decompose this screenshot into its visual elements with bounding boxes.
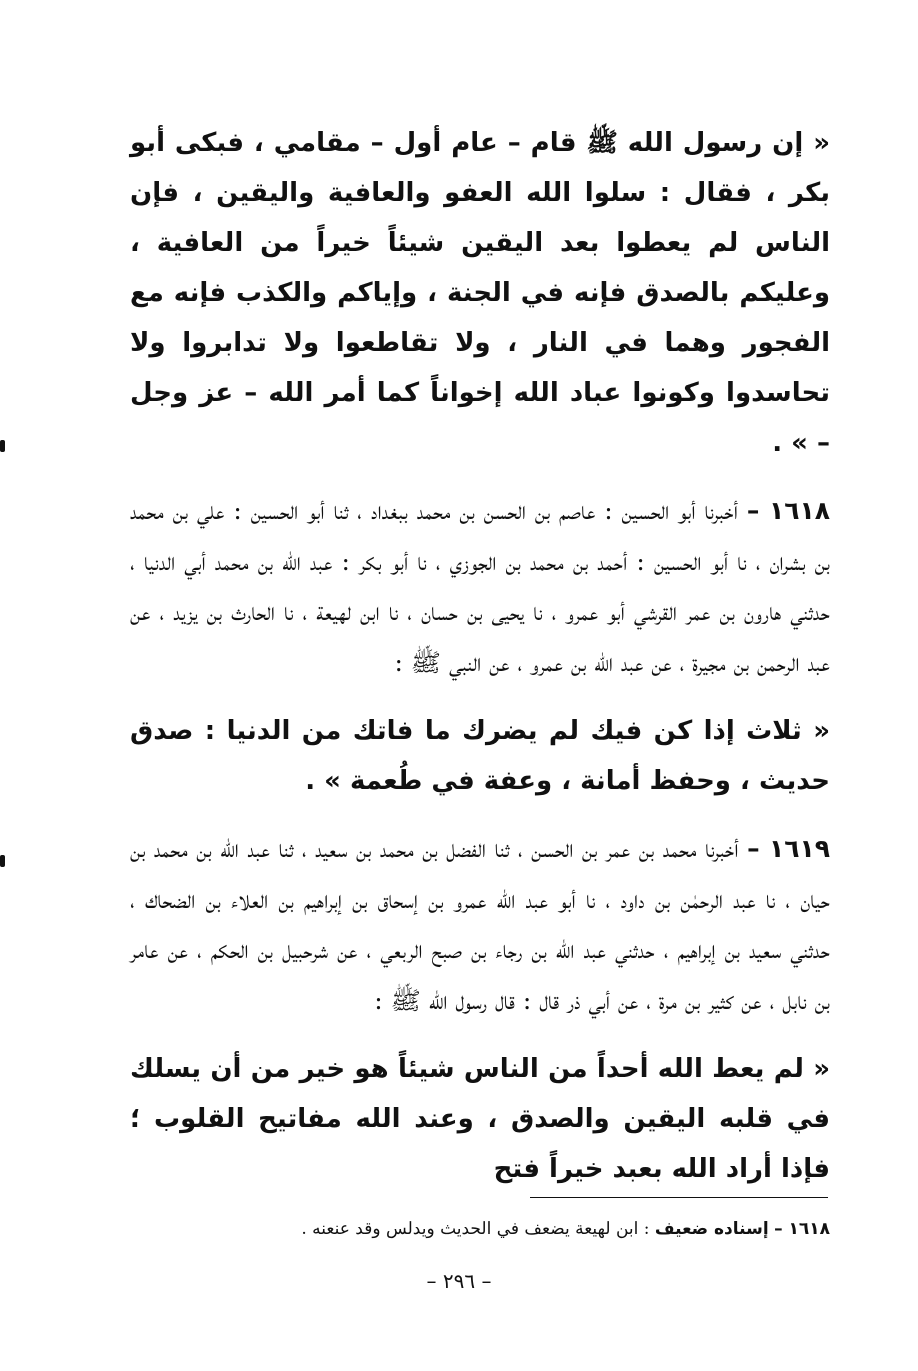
spacer xyxy=(130,806,830,824)
margin-mark xyxy=(0,855,5,867)
footnote-divider xyxy=(530,1197,828,1198)
hadith-1618 xyxy=(130,486,830,688)
hadith-matn-1618: « ثلاث إذا كن فيك لم يضرك ما فاتك من الدنيا : صدق حديث ، وحفظ أمانة ، وعفة في طُعمة » . xyxy=(130,716,830,796)
hadith-number-1618: ١٦١٨ – xyxy=(746,496,830,525)
page-number: – ٢٩٦ – xyxy=(426,1269,492,1293)
margin-mark xyxy=(0,440,5,452)
hadith-number-1619: ١٦١٩ – xyxy=(747,834,830,863)
hadith-isnad-1619: أخبرنا محمد بن عمر بن الحسن ، ثنا الفضل بن محمد بن سعيد ، ثنا عبد الله بن محمد بن حيان ، نا عبد الرحمٰن بن داود ، نا أبو عبد الله عمرو بن إسحاق بن إبراهيم بن العلاء بن الضحاك ، حدثني سعيد بن إبراهيم ، حدثني عبد الله بن رجاء بن صبح الربعي ، عن شرحبيل بن الحكم ، عن عامر بن نابل ، عن كثير بن مرة ، عن أبي ذر قال : قال رسول الله ﷺ : xyxy=(130,834,830,1015)
spacer xyxy=(130,468,830,486)
hadith-isnad-1618: أخبرنا أبو الحسين : عاصم بن الحسن بن محمد ببغداد ، ثنا أبو الحسين : علي بن محمد بن بشران ، نا أبو الحسين : أحمد بن محمد بن الجوزي ، نا أبو بكر : عبد الله بن محمد أبي الدنيا ، حدثني هارون بن عمر القرشي أبو عمرو ، نا يحيى بن حسان ، نا ابن لهيعة ، نا الحارث بن يزيد ، عن عبد الرحمن بن مجيرة ، عن عبد الله بن عمرو ، عن النبي ﷺ : xyxy=(130,496,830,677)
spacer xyxy=(130,688,830,706)
spacer xyxy=(130,1026,830,1044)
footnote-text: : ابن لهيعة يضعف في الحديث ويدلس وقد عنعنه . xyxy=(301,1219,650,1239)
hadith-matn-1619: « لم يعط الله أحداً من الناس شيئاً هو خير من أن يسلك في قلبه اليقين والصدق ، وعند الله مفاتيح القلوب ؛ فإذا أراد الله بعبد خيراً فتح xyxy=(130,1054,830,1184)
footnote-number: ١٦١٨ – xyxy=(774,1219,830,1239)
page-body xyxy=(130,118,830,1194)
footnote-label: إسناده ضعيف xyxy=(654,1219,769,1239)
hadith-1619 xyxy=(130,824,830,1026)
footnote xyxy=(130,1213,830,1245)
hadith-matn-1: « إن رسول الله ﷺ قام – عام أول – مقامي ، فبكى أبو بكر ، فقال : سلوا الله العفو والعافية واليقين ، فإن الناس لم يعطوا بعد اليقين شيئاً خيراً من العافية ، وعليكم بالصدق فإنه في الجنة ، وإياكم والكذب فإنه مع الفجور وهما في النار ، ولا تقاطعوا ولا تدابروا ولا تحاسدوا وكونوا عباد الله إخواناً كما أمر الله – عز وجل – » . xyxy=(130,128,830,458)
